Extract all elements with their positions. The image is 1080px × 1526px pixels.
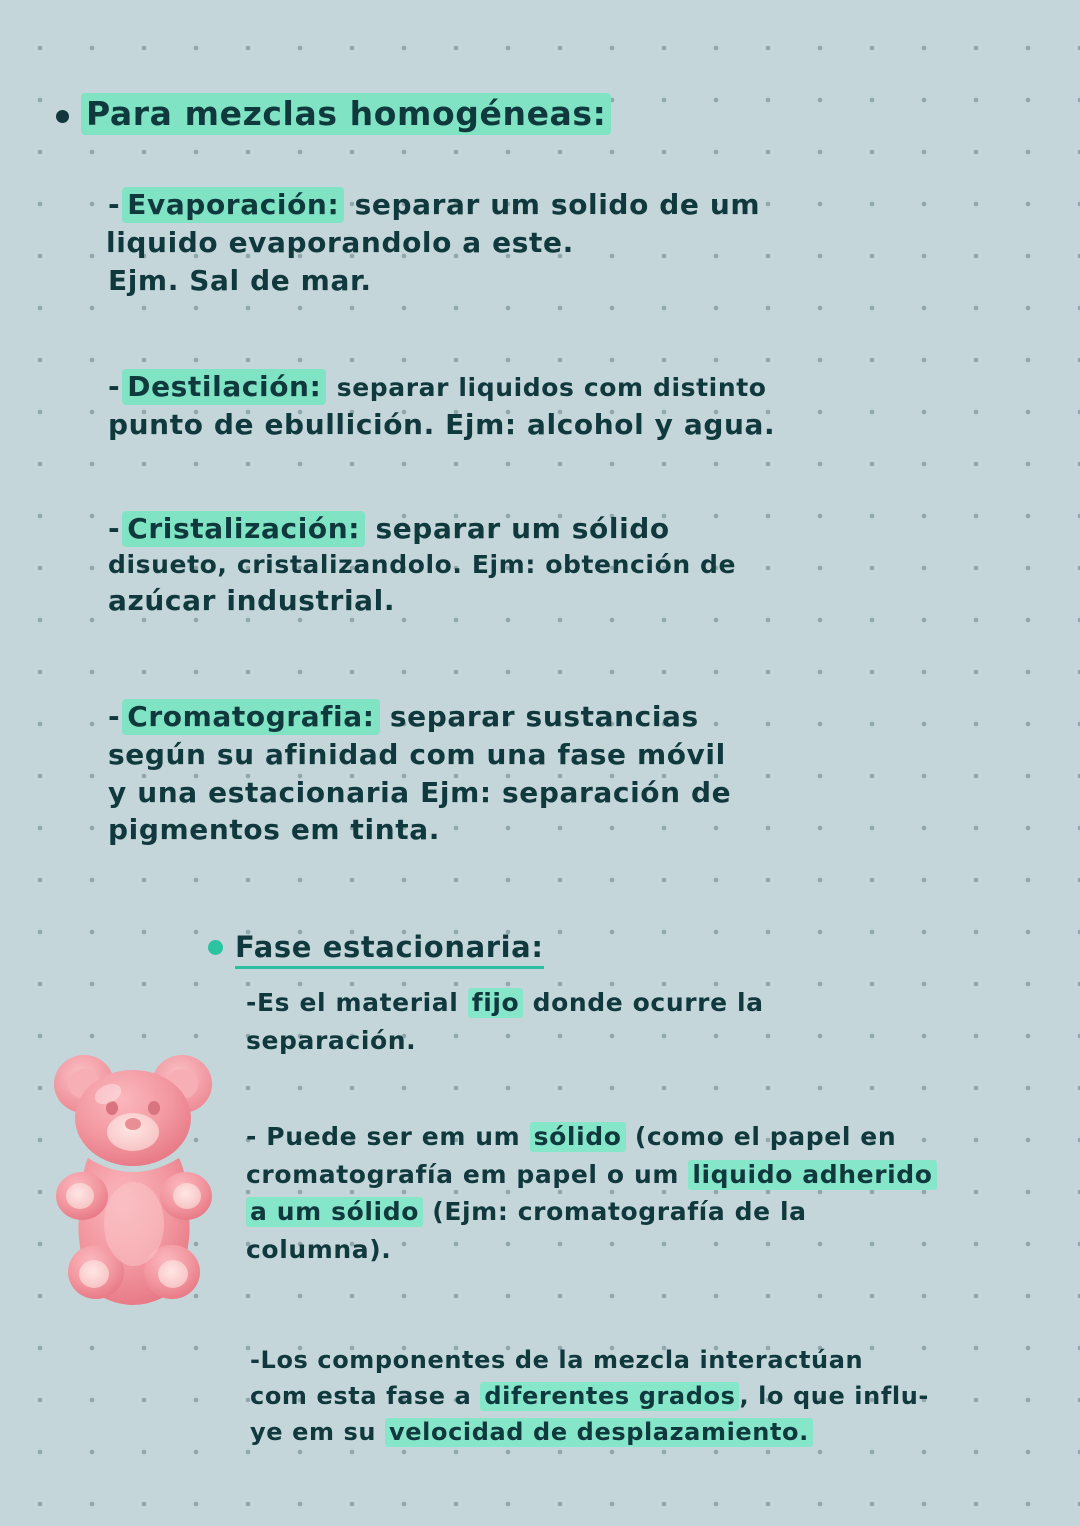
- note-heading: [56, 92, 611, 137]
- compo-l2-post: , lo que influ-: [739, 1382, 929, 1410]
- bullet-icon: [208, 940, 223, 955]
- evaporacion-line3: Ejm. Sal de mar.: [108, 263, 372, 297]
- cromatografia-line4: pigmentos em tinta.: [108, 813, 440, 847]
- fase-def-highlight: fijo: [468, 988, 524, 1018]
- fase-def-line2: separación.: [246, 1025, 417, 1055]
- note-item-evaporacion: [108, 186, 1048, 299]
- compo-l3-pre: ye em su: [250, 1418, 386, 1446]
- note-item-cristalizacion: [108, 510, 1048, 619]
- gummy-bear-icon: [46, 1046, 236, 1316]
- cristalizacion-line2: disueto, cristalizandolo. Ejm: obtención de: [108, 549, 737, 579]
- destilacion-line1: separar liquidos com distinto: [336, 373, 767, 402]
- note-item-cromatografia: [108, 698, 1058, 849]
- puede-l1-post: (como el papel en: [625, 1122, 897, 1151]
- subsection-fase-estacionaria: [208, 928, 1068, 967]
- fase-estacionaria-title: Fase estacionaria:: [235, 930, 544, 969]
- puede-l1-highlight: sólido: [530, 1122, 626, 1152]
- compo-l2-pre: com esta fase a: [250, 1382, 481, 1410]
- puede-l3-post: (Ejm: cromatografía de la: [423, 1197, 807, 1226]
- cromatografia-line2: según su afinidad com una fase móvil: [108, 737, 726, 771]
- evaporacion-line2: liquido evaporandolo a este.: [106, 225, 574, 259]
- fase-def-pre: -Es el material: [246, 988, 468, 1017]
- compo-l2-highlight: diferentes grados: [480, 1382, 739, 1411]
- fase-componentes: [250, 1342, 1040, 1450]
- evaporacion-line1: separar um solido de um: [354, 188, 761, 221]
- dash-icon: -: [108, 512, 121, 545]
- cristalizacion-title: Cristalización:: [122, 511, 365, 547]
- fase-def-post: donde ocurre la: [523, 988, 764, 1017]
- dash-icon: -: [108, 370, 121, 403]
- evaporacion-title: Evaporación:: [122, 187, 344, 223]
- puede-l2-pre: cromatografía em papel o um: [246, 1159, 689, 1189]
- bullet-icon: [56, 110, 69, 123]
- cromatografia-line1: separar sustancias: [389, 700, 699, 733]
- puede-l2-highlight: liquido adherido: [688, 1160, 936, 1190]
- puede-l4: columna).: [246, 1234, 392, 1264]
- cromatografia-title: Cromatografia:: [122, 699, 379, 735]
- destilacion-line2: punto de ebullición. Ejm: alcohol y agua.: [108, 407, 776, 441]
- puede-l3-highlight: a um sólido: [246, 1197, 423, 1227]
- fase-puede-ser: [246, 1118, 1046, 1268]
- cristalizacion-line1: separar um sólido: [375, 512, 670, 545]
- cristalizacion-line3: azúcar industrial.: [108, 583, 396, 617]
- heading-text: Para mezclas homogéneas:: [81, 93, 611, 135]
- destilacion-title: Destilación:: [122, 369, 326, 405]
- fase-definition: [246, 984, 1046, 1059]
- note-item-destilacion: [108, 368, 1048, 444]
- cromatografia-line3: y una estacionaria Ejm: separación de: [108, 775, 732, 809]
- dash-icon: -: [108, 700, 121, 733]
- compo-l3-highlight: velocidad de desplazamiento.: [385, 1418, 813, 1447]
- dash-icon: -: [108, 188, 121, 221]
- puede-l1-pre: - Puede ser em um: [246, 1122, 530, 1151]
- compo-l1: -Los componentes de la mezcla interactúan: [250, 1346, 864, 1374]
